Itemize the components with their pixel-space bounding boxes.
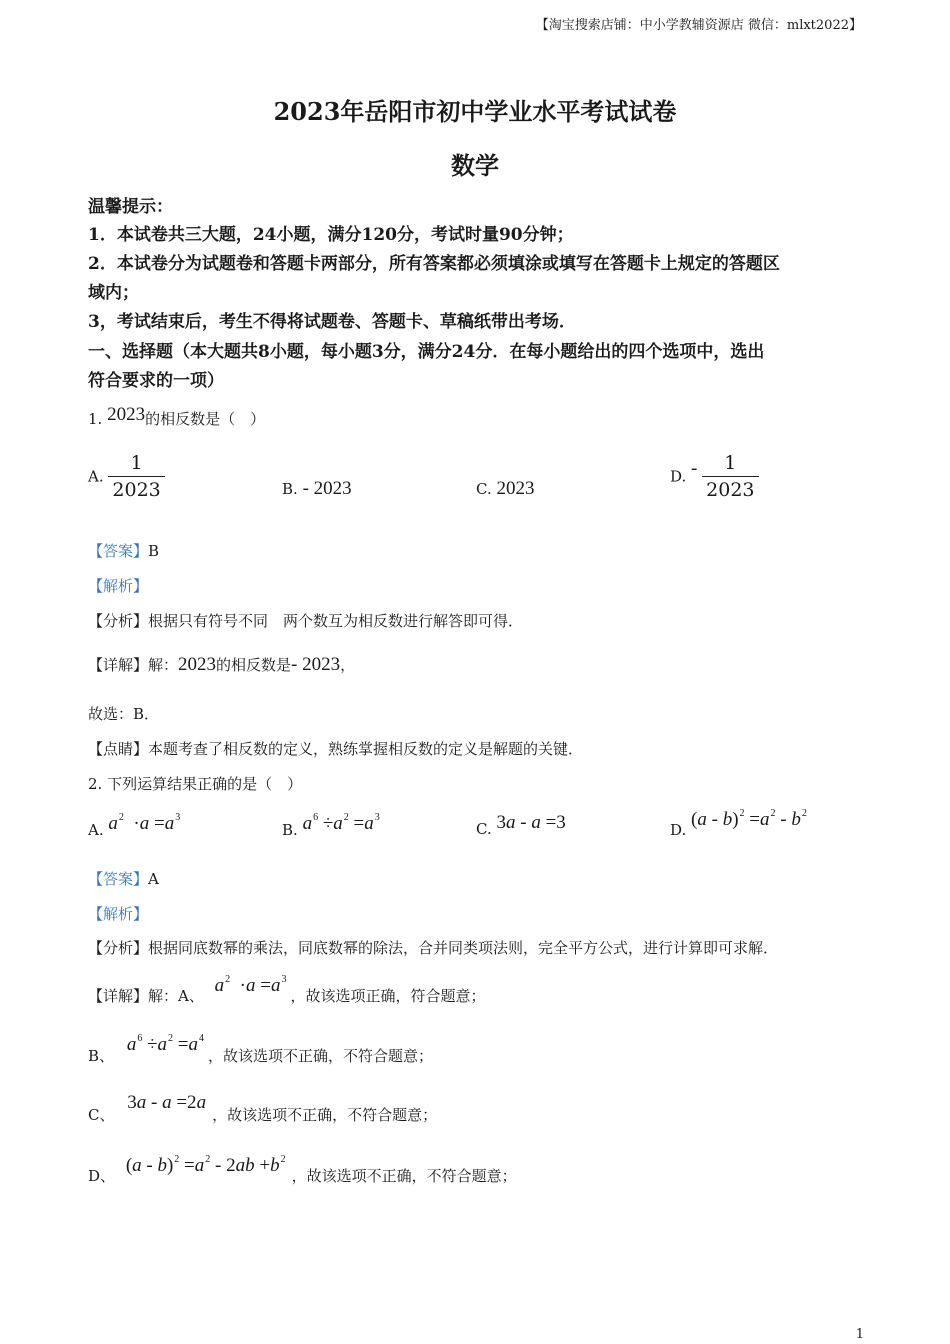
q1-answer-value: B	[148, 542, 160, 560]
q1-dianjing	[88, 738, 583, 759]
q1-option-c-value: 2023	[496, 478, 535, 499]
question-1	[88, 404, 265, 429]
q1-detail	[88, 654, 355, 676]
q2-detail-d	[88, 1154, 517, 1187]
q1-detail-pre: 解：	[148, 656, 179, 674]
q2-option-c	[476, 812, 566, 840]
section1-heading: 一、选择题（本大题共8小题，每小题3分，满分24分．在每小题给出的四个选项中，选出	[88, 342, 765, 362]
q2-option-b	[282, 812, 380, 841]
q2-detail-b-formula: $a^6 \div a^2 =a^4$	[126, 1033, 204, 1055]
q1-number: 1.	[88, 410, 103, 428]
q1-option-c-label: C.	[476, 480, 492, 498]
tip-1: 1．本试卷共三大题，24小题，满分120分，考试时量90分钟；	[88, 225, 574, 245]
tips-heading: 温馨提示：	[88, 197, 173, 217]
q1-option-a	[88, 452, 165, 501]
q2-detail-c-formula: 3a - a =2a	[127, 1092, 207, 1113]
q2-detail-d-formula: $(a - b)^2 =a^2 - 2ab +b^2$	[125, 1154, 286, 1176]
exam-title: 2023年岳阳市初中学业水平考试试卷	[273, 97, 677, 126]
q2-detail-c-text: ，故该选项不正确，不符合题意；	[212, 1106, 438, 1124]
q1-answer	[88, 540, 159, 561]
q2-option-a-formula: $a^2 \cdot a =a^3$	[108, 812, 181, 834]
q1-option-b-label: B.	[282, 480, 298, 498]
q2-fenxi	[88, 937, 778, 958]
q2-option-a	[88, 812, 181, 841]
q1-detail-tag: 【详解】	[88, 656, 149, 674]
q2-detail-c-label: C、	[88, 1106, 115, 1124]
q2-option-b-label: B.	[282, 821, 298, 839]
page-number: 1	[855, 1327, 864, 1342]
q1-analysis-tag: 【解析】	[88, 577, 149, 595]
q1-fenxi-tag: 【分析】	[88, 612, 149, 630]
q1-option-c	[476, 478, 535, 500]
q1-dianjing-tag: 【点睛】	[88, 740, 149, 758]
q1-fenxi	[88, 610, 523, 631]
q2-detail-b-text: ，故该选项不正确，不符合题意；	[207, 1047, 433, 1065]
subject-title: 数学	[451, 151, 499, 180]
q2-option-b-formula: $a^6 \div a^2 =a^3$	[302, 812, 380, 834]
q2-detail-pre: 解：A、	[148, 987, 204, 1005]
q2-detail-a-text: ，故该选项正确，符合题意；	[290, 987, 486, 1005]
q1-option-a-fraction: $\frac{1}{2023}$	[108, 452, 164, 501]
q1-expr: 2023	[107, 404, 146, 425]
q2-detail-b-label: B、	[88, 1047, 115, 1065]
q2-fenxi-tag: 【分析】	[88, 939, 149, 957]
q2-detail-c	[88, 1092, 438, 1126]
q2-option-d-formula: $(a - b)^2 =a^2 - b^2$	[691, 808, 807, 830]
q2-option-c-formula: 3a - a =3	[496, 812, 566, 833]
q1-detail-expr1: 2023	[178, 654, 217, 675]
q2-detail-d-label: D、	[88, 1167, 116, 1185]
q1-detail-end: ，	[340, 656, 356, 674]
q2-analysis-tag: 【解析】	[88, 905, 149, 923]
q2-option-a-label: A.	[88, 821, 104, 839]
q2-answer-tag: 【答案】	[88, 870, 149, 888]
q1-option-a-label: A.	[88, 467, 104, 486]
q2-detail-b	[88, 1033, 433, 1067]
q1-option-b-value: - 2023	[302, 478, 352, 499]
tip-3: 3，考试结束后，考生不得将试题卷、答题卡、草稿纸带出考场．	[88, 312, 576, 332]
q2-fenxi-text: 根据同底数幂的乘法，同底数幂的除法，合并同类项法则，完全平方公式，进行计算即可求解．	[148, 939, 779, 957]
q2-detail-a-formula: $a^2 \cdot a =a^3$	[214, 974, 287, 996]
q1-option-d-fraction: $\frac{1}{2023}$	[702, 452, 758, 501]
q2-detail-d-text: ，故该选项不正确，不符合题意；	[291, 1167, 517, 1185]
q1-option-d-sign: -	[691, 457, 698, 479]
q2-detail-a	[88, 974, 486, 1007]
q1-fenxi-text: 根据只有符号不同 两个数互为相反数进行解答即可得．	[148, 612, 524, 630]
q1-option-d	[670, 452, 759, 501]
question-2: 2. 下列运算结果正确的是（ ）	[88, 775, 303, 793]
q1-stem: 的相反数是（ ）	[145, 410, 266, 428]
section1-heading-cont: 符合要求的一项）	[88, 371, 224, 391]
q1-detail-mid: 的相反数是	[216, 656, 292, 674]
q2-option-d	[670, 808, 807, 841]
q2-answer-value: A	[148, 870, 159, 888]
tip-2: 2．本试卷分为试题卷和答题卡两部分，所有答案都必须填涂或填写在答题卡上规定的答题区	[88, 254, 780, 274]
q1-dianjing-text: 本题考查了相反数的定义，熟练掌握相反数的定义是解题的关键．	[148, 740, 584, 758]
q2-option-d-label: D.	[670, 821, 687, 839]
q2-answer	[88, 868, 159, 889]
q1-answer-tag: 【答案】	[88, 542, 149, 560]
q2-detail-tag: 【详解】	[88, 987, 149, 1005]
q1-option-d-label: D.	[670, 467, 687, 486]
q1-choice: 故选：B．	[88, 705, 160, 723]
q1-detail-expr2: - 2023	[291, 654, 341, 675]
tip-2-cont: 域内；	[88, 283, 139, 303]
q2-option-c-label: C.	[476, 820, 492, 838]
q1-option-b	[282, 478, 352, 500]
header-shop-note: 【淘宝搜索店铺：中小学教辅资源店 微信：mlxt2022】	[535, 18, 862, 33]
